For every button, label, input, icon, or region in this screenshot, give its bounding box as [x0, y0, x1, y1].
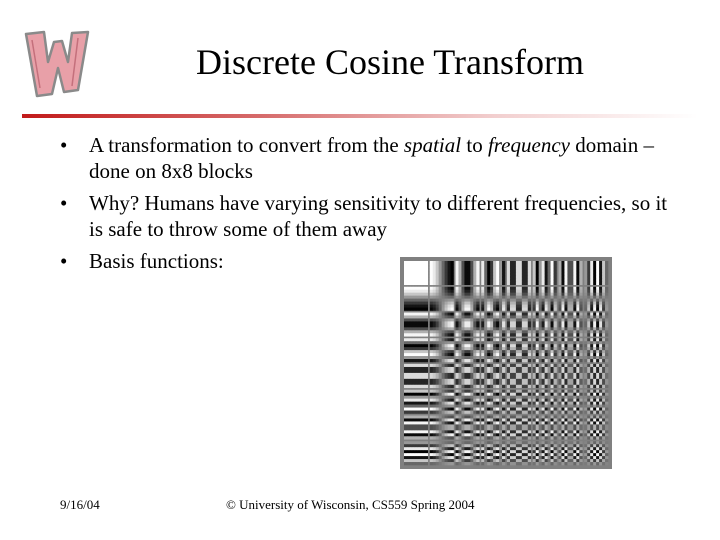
bullet-dot-icon: • — [60, 133, 68, 157]
bullet-text: Basis functions: — [89, 249, 224, 273]
bullet-text: A transformation to convert from the — [89, 133, 404, 157]
basis-tile — [507, 390, 531, 414]
basis-tile — [559, 441, 583, 465]
basis-tile — [456, 364, 480, 388]
bullet-text: frequency — [487, 133, 570, 157]
basis-tile — [507, 441, 531, 465]
basis-tile — [404, 261, 428, 285]
basis-tile — [533, 364, 557, 388]
basis-tile — [584, 364, 608, 388]
bullet-dot-icon: • — [60, 249, 68, 273]
basis-tile — [456, 261, 480, 285]
basis-tile — [481, 390, 505, 414]
basis-tile — [404, 338, 428, 362]
basis-tile — [404, 441, 428, 465]
basis-tile — [584, 287, 608, 311]
basis-tile — [481, 338, 505, 362]
basis-tile — [559, 390, 583, 414]
bullet-text: domain – done on 8x8 blocks — [89, 133, 654, 183]
basis-tile — [481, 313, 505, 337]
basis-tile — [507, 261, 531, 285]
basis-tile — [404, 287, 428, 311]
bullet-text: to — [461, 133, 488, 157]
basis-tile — [507, 364, 531, 388]
basis-tile — [456, 416, 480, 440]
bullet-item — [60, 132, 670, 184]
basis-tile — [481, 287, 505, 311]
bullet-item — [60, 190, 670, 242]
basis-tile — [559, 416, 583, 440]
basis-tile — [533, 390, 557, 414]
basis-tile — [456, 338, 480, 362]
basis-tile — [559, 338, 583, 362]
basis-tile — [481, 416, 505, 440]
basis-tile — [533, 338, 557, 362]
basis-tile — [456, 287, 480, 311]
basis-tile — [430, 390, 454, 414]
basis-tile — [481, 441, 505, 465]
basis-tile — [430, 364, 454, 388]
basis-tile — [430, 261, 454, 285]
basis-tile — [507, 416, 531, 440]
basis-tile — [559, 261, 583, 285]
basis-tile — [404, 416, 428, 440]
basis-tile — [559, 313, 583, 337]
footer-date: 9/16/04 — [60, 497, 100, 512]
basis-tile — [430, 416, 454, 440]
basis-tile — [456, 390, 480, 414]
basis-tile — [404, 364, 428, 388]
basis-tile — [559, 364, 583, 388]
basis-tile — [533, 313, 557, 337]
basis-tile — [404, 390, 428, 414]
basis-tile — [584, 390, 608, 414]
basis-tile — [481, 261, 505, 285]
basis-tile — [430, 441, 454, 465]
basis-tile — [533, 287, 557, 311]
basis-tile — [430, 287, 454, 311]
bullet-text: spatial — [403, 133, 462, 157]
title-divider — [22, 114, 698, 118]
basis-tile — [533, 441, 557, 465]
basis-tile — [584, 338, 608, 362]
basis-tile — [584, 313, 608, 337]
basis-tile — [507, 287, 531, 311]
basis-tile — [404, 313, 428, 337]
bullet-text: Why? Humans have varying sensitivity to different frequencies, so it is safe to throw some of them away — [89, 191, 668, 241]
dct-basis-functions-figure — [400, 257, 612, 469]
basis-tile — [456, 313, 480, 337]
basis-tile — [584, 441, 608, 465]
footer-copyright: © University of Wisconsin, CS559 Spring 2004 — [226, 497, 475, 512]
basis-tile — [584, 416, 608, 440]
basis-tile — [481, 364, 505, 388]
basis-tile — [430, 338, 454, 362]
basis-tile — [533, 261, 557, 285]
basis-tile — [584, 261, 608, 285]
basis-tile — [507, 338, 531, 362]
basis-tile — [507, 313, 531, 337]
wisconsin-logo-icon — [22, 28, 92, 100]
slide-title: Discrete Cosine Transform — [196, 42, 584, 82]
basis-tile — [533, 416, 557, 440]
basis-tile — [430, 313, 454, 337]
basis-tile — [559, 287, 583, 311]
bullet-dot-icon: • — [60, 191, 68, 215]
basis-tile — [456, 441, 480, 465]
